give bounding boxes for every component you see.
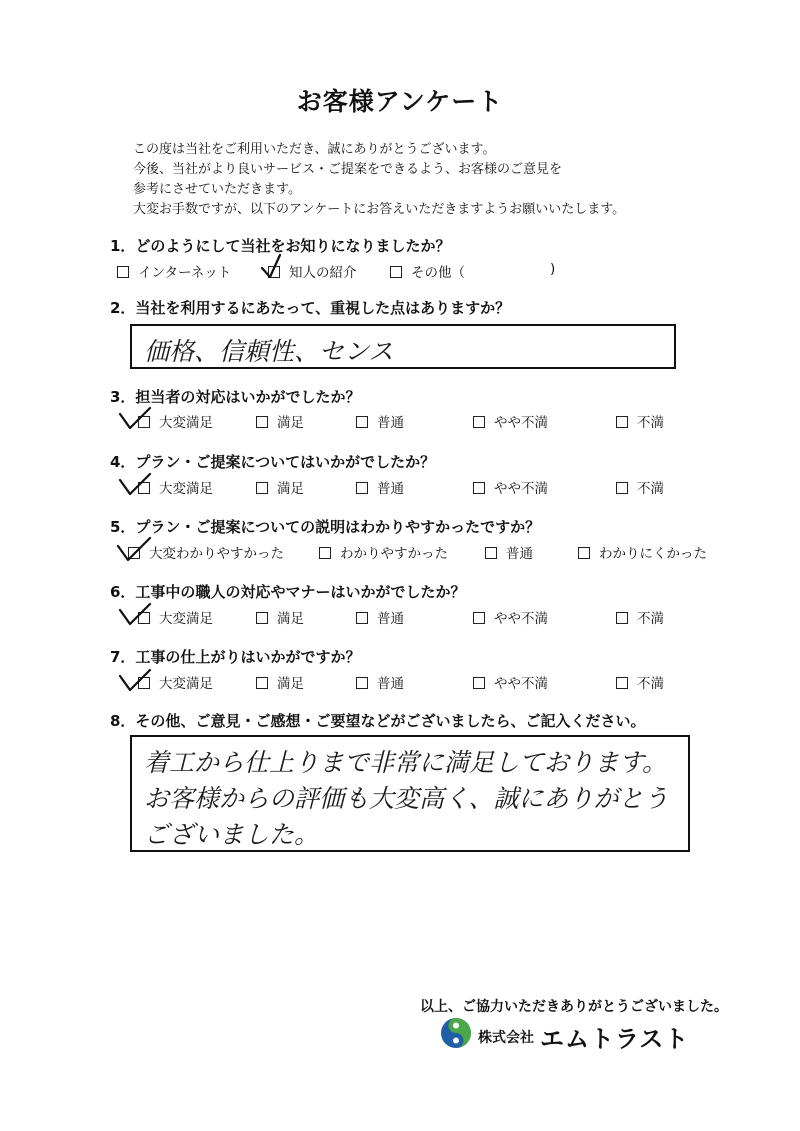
q8-handwritten-line: ございました。	[144, 820, 320, 849]
q7-option-dissatisfied[interactable]: 不満	[616, 672, 664, 692]
q8-handwritten-line: お客様からの評価も大変高く、誠にありがとう	[144, 784, 669, 813]
q6-option-satisfied[interactable]: 満足	[256, 607, 304, 627]
company-prefix: 株式会社	[478, 1030, 534, 1046]
q1-option-internet[interactable]: インターネット	[117, 261, 231, 281]
q7-option-satisfied[interactable]: 満足	[256, 672, 304, 692]
q4-checkmark	[120, 474, 150, 494]
q6-option-neutral[interactable]: 普通	[356, 607, 404, 627]
q3-option-very-satisfied[interactable]: 大変満足	[138, 411, 213, 431]
q3-option-satisfied[interactable]: 満足	[256, 411, 304, 431]
q6-option-very-satisfied[interactable]: 大変満足	[138, 607, 213, 627]
q3-option-dissatisfied[interactable]: 不満	[616, 411, 664, 431]
q4-option-satisfied[interactable]: 満足	[256, 477, 304, 497]
survey-title: お客様アンケート	[296, 87, 504, 116]
q6-checkmark	[120, 604, 150, 624]
q4-option-neutral[interactable]: 普通	[356, 477, 404, 497]
q2-handwritten-answer: 価格、信頼性、センス	[144, 337, 394, 366]
intro-line: 今後、当社がより良いサービス・ご提案をできるよう、お客様のご意見を	[133, 162, 563, 177]
q1-option-referral[interactable]: 知人の紹介	[268, 261, 357, 281]
q4-option-dissatisfied[interactable]: 不満	[616, 477, 664, 497]
q5-option-very-clear[interactable]: 大変わかりやすかった	[128, 542, 284, 562]
intro-line: 参考にさせていただきます。	[133, 182, 301, 197]
q1-other-close-paren: )	[550, 261, 556, 277]
closing-message: 以上、ご協力いただきありがとうございました。	[420, 999, 728, 1015]
question-1: 1．どのようにして当社をお知りになりましたか？	[110, 237, 451, 255]
q7-option-neutral[interactable]: 普通	[356, 672, 404, 692]
q5-option-clear[interactable]: わかりやすかった	[319, 542, 448, 562]
intro-line: 大変お手数ですが、以下のアンケートにお答えいただきますようお願いいたします。	[133, 202, 626, 217]
question-6: 6．工事中の職人の対応やマナーはいかがでしたか？	[110, 583, 466, 601]
q5-option-unclear[interactable]: わかりにくかった	[578, 542, 707, 562]
company-logo	[440, 1017, 690, 1053]
q3-option-somewhat-dissatisfied[interactable]: やや不満	[473, 411, 548, 431]
question-2: 2．当社を利用するにあたって、重視した点はありますか？	[110, 299, 511, 317]
q6-option-somewhat-dissatisfied[interactable]: やや不満	[473, 607, 548, 627]
q1-option-other[interactable]: その他（	[390, 261, 465, 281]
q5-checkmark	[118, 538, 150, 560]
q7-option-somewhat-dissatisfied[interactable]: やや不満	[473, 672, 548, 692]
q5-option-neutral[interactable]: 普通	[485, 542, 533, 562]
q7-checkmark	[120, 670, 150, 690]
q3-option-neutral[interactable]: 普通	[356, 411, 404, 431]
company-logo-icon	[440, 1017, 472, 1049]
q4-option-very-satisfied[interactable]: 大変満足	[138, 477, 213, 497]
question-8: 8．その他、ご意見・ご感想・ご要望などがございましたら、ご記入ください。	[110, 712, 646, 730]
intro-line: この度は当社をご利用いただき、誠にありがとうございます。	[133, 142, 496, 157]
question-5: 5．プラン・ご提案についての説明はわかりやすかったですか？	[110, 518, 541, 536]
question-7: 7．工事の仕上がりはいかがですか？	[110, 648, 361, 666]
question-3: 3．担当者の対応はいかがでしたか？	[110, 388, 361, 406]
q4-option-somewhat-dissatisfied[interactable]: やや不満	[473, 477, 548, 497]
q3-checkmark	[120, 408, 150, 428]
company-name: エムトラスト	[540, 1025, 690, 1053]
q8-handwritten-line: 着工から仕上りまで非常に満足しております。	[144, 748, 668, 777]
q7-option-very-satisfied[interactable]: 大変満足	[138, 672, 213, 692]
question-4: 4．プラン・ご提案についてはいかがでしたか？	[110, 453, 436, 471]
q6-option-dissatisfied[interactable]: 不満	[616, 607, 664, 627]
q1-checkmark	[262, 255, 280, 277]
